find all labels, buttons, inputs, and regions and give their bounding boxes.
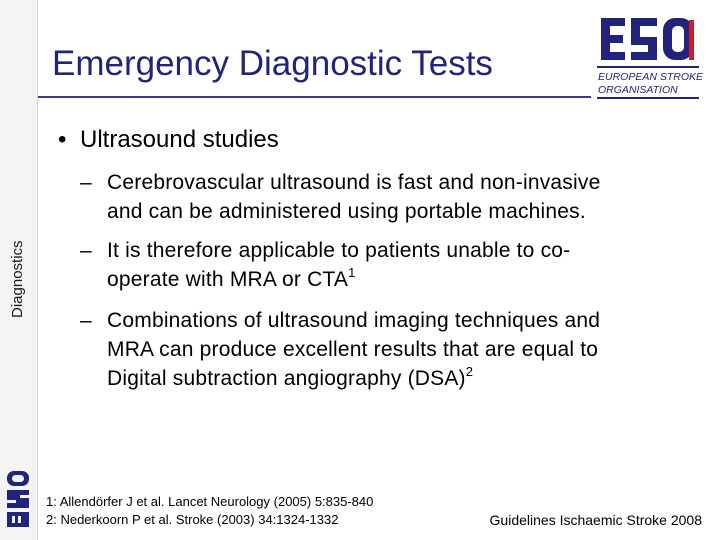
- side-panel: [0, 0, 38, 540]
- slide-title: Emergency Diagnostic Tests: [52, 44, 493, 83]
- sub-bullet-1: – Cerebrovascular ultrasound is fast and non-invasive and can be administered using portable machines.: [80, 168, 680, 226]
- sub-bullet-2-line-1: It is therefore applicable to patients unable to co-: [107, 239, 571, 262]
- sub-bullet-2: – It is therefore applicable to patients unable to co- operate with MRA or CTA$^1$: [80, 236, 680, 294]
- main-bullet-text: Ultrasound studies: [80, 126, 279, 153]
- sub-bullet-3-line-1: Combinations of ultrasound imaging techniques and: [107, 309, 601, 332]
- section-label: Diagnostics: [9, 240, 26, 318]
- eso-small-logo-icon: [2, 468, 35, 530]
- logo-line2: ORGANISATION: [598, 84, 678, 96]
- sub-bullet-3: – Combinations of ultrasound imaging techniques and MRA can produce excellent results that are equal to Digital subtraction angiography (DSA)$^2$: [80, 306, 680, 393]
- sub-bullet-3-line-3: Digital subtraction angiography (DSA): [107, 367, 466, 390]
- sub-bullet-2-line-2: operate with MRA or CTA: [107, 268, 349, 291]
- eso-logo-icon: [593, 14, 705, 106]
- reference-2: 2: Nederkoorn P et al. Stroke (2003) 34:1324-1332: [46, 512, 339, 527]
- main-bullet: [58, 126, 279, 154]
- references: [46, 493, 373, 529]
- sub-bullet-3-line-2: MRA can produce excellent results that are equal to: [107, 338, 599, 361]
- bullet-dot: •: [58, 126, 67, 153]
- logo-line1: EUROPEAN STROKE: [598, 71, 704, 83]
- title-divider: [38, 96, 591, 98]
- reference-1: 1: Allendörfer J et al. Lancet Neurology (2005) 5:835-840: [46, 494, 374, 509]
- sub-bullet-1-line-2: and can be administered using portable machines.: [107, 200, 586, 223]
- reference-mark-1: 1: [348, 265, 356, 280]
- reference-mark-2: 2: [465, 364, 474, 379]
- footer-text: Guidelines Ischaemic Stroke 2008: [489, 512, 702, 528]
- sub-bullet-1-line-1: Cerebrovascular ultrasound is fast and non-invasive: [107, 171, 601, 194]
